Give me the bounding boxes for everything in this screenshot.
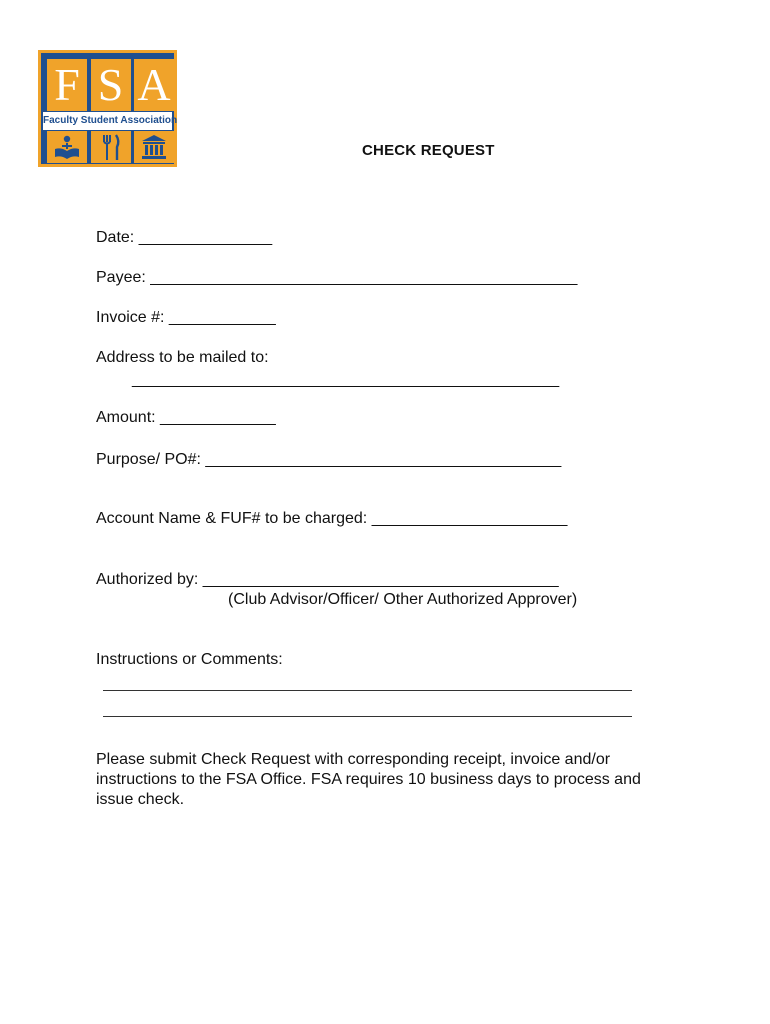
address-label: Address to be mailed to:: [96, 349, 269, 366]
amount-field[interactable]: Amount: _____________: [96, 409, 276, 426]
payee-field[interactable]: Payee: ________________________________________________: [96, 269, 578, 286]
logo-icon-row: [47, 131, 174, 163]
logo-letter-f: F: [47, 59, 87, 111]
form-title: CHECK REQUEST: [362, 142, 495, 159]
authorized-note: (Club Advisor/Officer/ Other Authorized Approver): [228, 591, 578, 608]
column-building-icon: [134, 131, 174, 163]
address-field[interactable]: ________________________________________________: [132, 371, 560, 388]
logo-letter-s: S: [91, 59, 131, 111]
purpose-field[interactable]: Purpose/ PO#: ________________________________________: [96, 451, 562, 468]
comments-line-2[interactable]: [103, 716, 632, 717]
fsa-logo: [38, 50, 177, 167]
reading-figure-icon: [47, 131, 87, 163]
fork-knife-icon: [91, 131, 131, 163]
logo-letters: [47, 59, 174, 111]
authorized-field[interactable]: Authorized by: ________________________________________: [96, 571, 559, 588]
logo-subtitle: Faculty Student Association: [43, 112, 172, 130]
invoice-field[interactable]: Invoice #: ____________: [96, 309, 276, 326]
instructions-label: Instructions or Comments:: [96, 651, 283, 668]
account-field[interactable]: Account Name & FUF# to be charged: ______________________: [96, 510, 568, 527]
date-field[interactable]: Date: _______________: [96, 229, 273, 246]
submission-note: Please submit Check Request with corresponding receipt, invoice and/or instructions to the FSA Office. FSA requires 10 business days to process and issue check.: [96, 751, 641, 808]
comments-line-1[interactable]: [103, 690, 632, 691]
logo-letter-a: A: [134, 59, 174, 111]
